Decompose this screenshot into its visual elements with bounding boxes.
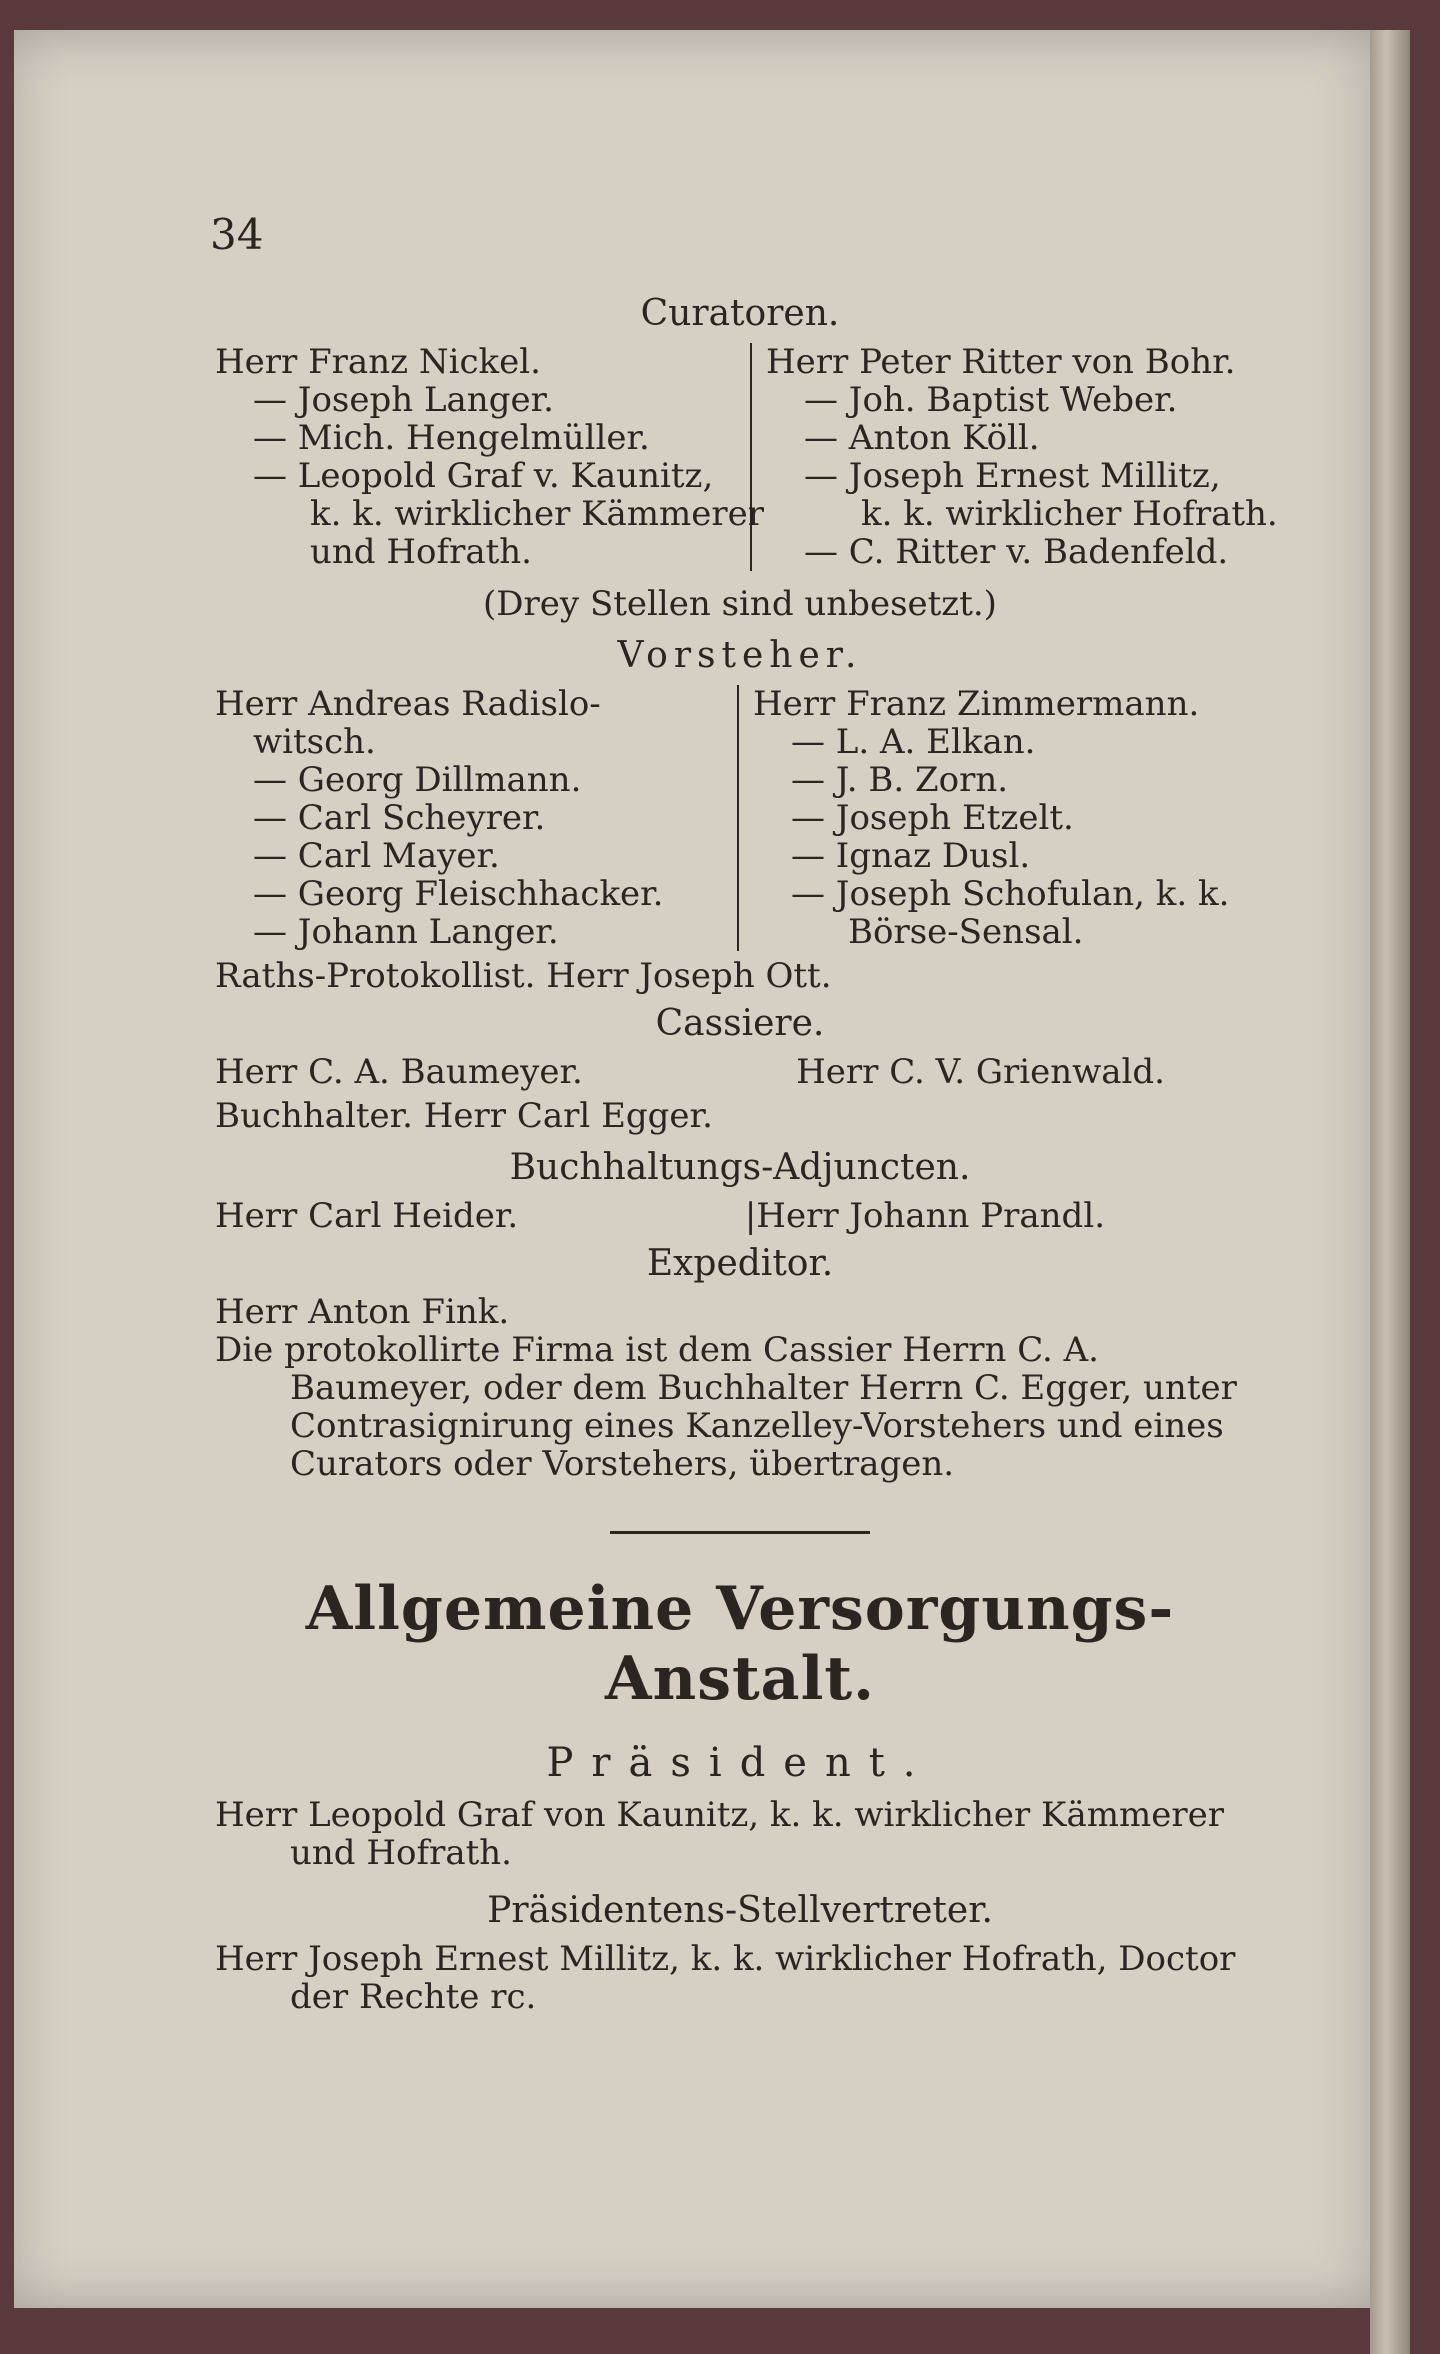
list-item: — Carl Scheyrer. xyxy=(253,798,546,838)
stellvertreter-heading: Präsidentens-Stellvertreter. xyxy=(487,1890,993,1931)
list-item: k. k. wirklicher Hofrath. xyxy=(861,494,1278,534)
stellvertreter-text: Herr Joseph Ernest Millitz, k. k. wirklicher Hofrath, Doctor der Rechte rc. xyxy=(215,1939,1236,2017)
curatoren-note: (Drey Stellen sind unbesetzt.) xyxy=(483,584,997,624)
page-edge xyxy=(1370,30,1410,2354)
list-item: k. k. wirklicher Kämmerer xyxy=(310,494,765,534)
list-item: — Ignaz Dusl. xyxy=(791,836,1031,876)
curatoren-columns xyxy=(215,342,1278,572)
list-item: und Hofrath. xyxy=(310,532,532,572)
firma-paragraph: Die protokollirte Firma ist dem Cassier Herrn C. A. Baumeyer, oder dem Buchhalter Herrn C. Egger, unter Contrasignirung eines Kanzelley-Vorstehers und eines Curators oder Vorstehers, übertragen. xyxy=(215,1330,1237,1484)
list-item: — Leopold Graf v. Kaunitz, xyxy=(253,456,714,496)
cassiere-row xyxy=(215,1053,1165,1091)
cassiere-heading: Cassiere. xyxy=(655,1003,825,1044)
list-item: — Anton Köll. xyxy=(804,418,1040,458)
curatoren-left xyxy=(215,342,765,572)
section-title: Allgemeine Versorgungs-Anstalt. xyxy=(305,1574,1175,1714)
list-item: — Joseph Ernest Millitz, xyxy=(804,456,1221,496)
vorsteher-columns xyxy=(215,685,1265,951)
list-item: Herr Franz Nickel. xyxy=(215,342,541,382)
list-item: — Georg Dillmann. xyxy=(253,760,582,800)
cassier-right: Herr C. V. Grienwald. xyxy=(796,1052,1165,1092)
list-item: — J. B. Zorn. xyxy=(791,760,1009,800)
praesident-heading: Präsident. xyxy=(546,1740,934,1786)
list-item: — Carl Mayer. xyxy=(253,836,500,876)
vorsteher-right xyxy=(739,685,1265,951)
list-item: Herr Franz Zimmermann. xyxy=(753,684,1200,724)
raths-protokollist: Raths-Protokollist. Herr Joseph Ott. xyxy=(215,956,832,996)
praesident-text: Herr Leopold Graf von Kaunitz, k. k. wirklicher Kämmerer und Hofrath. xyxy=(215,1795,1224,1873)
list-item: — Mich. Hengelmüller. xyxy=(253,418,650,458)
list-item: — Johann Langer. xyxy=(253,912,559,952)
adjunct-right: |Herr Johann Prandl. xyxy=(744,1196,1105,1236)
vorsteher-left xyxy=(215,685,739,951)
section-divider xyxy=(610,1531,870,1534)
curatoren-heading: Curatoren. xyxy=(640,293,840,334)
adjunct-left: Herr Carl Heider. xyxy=(215,1196,519,1236)
list-item: Börse-Sensal. xyxy=(848,912,1084,952)
cassier-left: Herr C. A. Baumeyer. xyxy=(215,1052,583,1092)
list-item: — L. A. Elkan. xyxy=(791,722,1036,762)
page-content xyxy=(215,285,1278,2017)
list-item: Herr Andreas Radislo- xyxy=(215,684,601,724)
page-number: 34 xyxy=(210,210,264,259)
expeditor-heading: Expeditor. xyxy=(646,1243,834,1284)
list-item: witsch. xyxy=(253,722,376,762)
curatoren-right xyxy=(752,343,1278,571)
list-item: — Joseph Langer. xyxy=(253,380,554,420)
adjuncten-row xyxy=(215,1197,1165,1235)
list-item: — C. Ritter v. Badenfeld. xyxy=(804,532,1229,572)
buchhalter: Buchhalter. Herr Carl Egger. xyxy=(215,1096,713,1136)
list-item: — Joh. Baptist Weber. xyxy=(804,380,1178,420)
list-item: — Georg Fleischhacker. xyxy=(253,874,664,914)
vorsteher-heading: Vorsteher. xyxy=(617,635,863,676)
list-item: Herr Peter Ritter von Bohr. xyxy=(766,342,1236,382)
adjuncten-heading: Buchhaltungs-Adjuncten. xyxy=(509,1147,971,1188)
list-item: — Joseph Schofulan, k. k. xyxy=(791,874,1230,914)
list-item: — Joseph Etzelt. xyxy=(791,798,1074,838)
expeditor-name: Herr Anton Fink. xyxy=(215,1292,510,1332)
